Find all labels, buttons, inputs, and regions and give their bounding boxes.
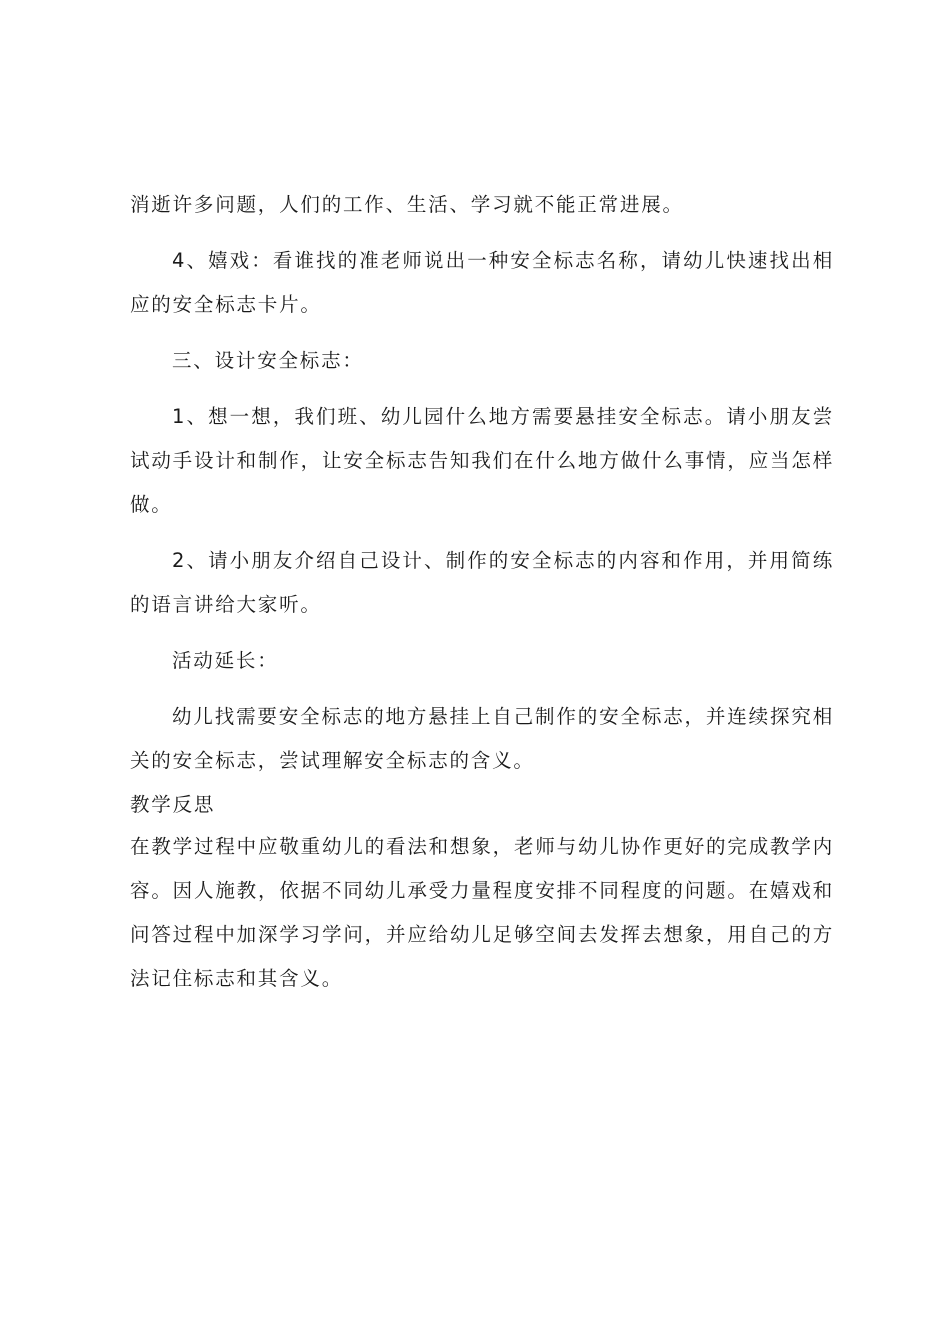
paragraph-teaching-reflection: 在教学过程中应敬重幼儿的看法和想象，老师与幼儿协作更好的完成教学内容。因人施教，依据不同幼儿承受力量程度安排不同程度的问题。在嬉戏和问答过程中加深学习学问，并应给幼儿足够空间去发挥去想象，用自己的方法记住标志和其含义。 — [130, 835, 834, 990]
section-heading-design-signs: 三、设计安全标志： — [172, 349, 364, 372]
paragraph-step-2: 2、请小朋友介绍自己设计、制作的安全标志的内容和作用，并用简练的语言讲给大家听。 — [130, 549, 834, 616]
paragraph-activity-extension: 幼儿找需要安全标志的地方悬挂上自己制作的安全标志，并连续探究相关的安全标志，尝试理解安全标志的含义。 — [130, 705, 834, 772]
paragraph-step-1: 1、想一想，我们班、幼儿园什么地方需要悬挂安全标志。请小朋友尝试动手设计和制作，让安全标志告知我们在什么地方做什么事情，应当怎样做。 — [130, 405, 834, 516]
document-body — [130, 183, 834, 1001]
paragraph-continuation: 消逝许多问题，人们的工作、生活、学习就不能正常进展。 — [130, 193, 684, 216]
paragraph-game-step-4: 4、嬉戏：看谁找的准老师说出一种安全标志名称，请幼儿快速找出相应的安全标志卡片。 — [130, 249, 834, 316]
section-heading-activity-extension: 活动延长： — [172, 649, 279, 672]
section-heading-teaching-reflection: 教学反思 — [130, 793, 216, 816]
